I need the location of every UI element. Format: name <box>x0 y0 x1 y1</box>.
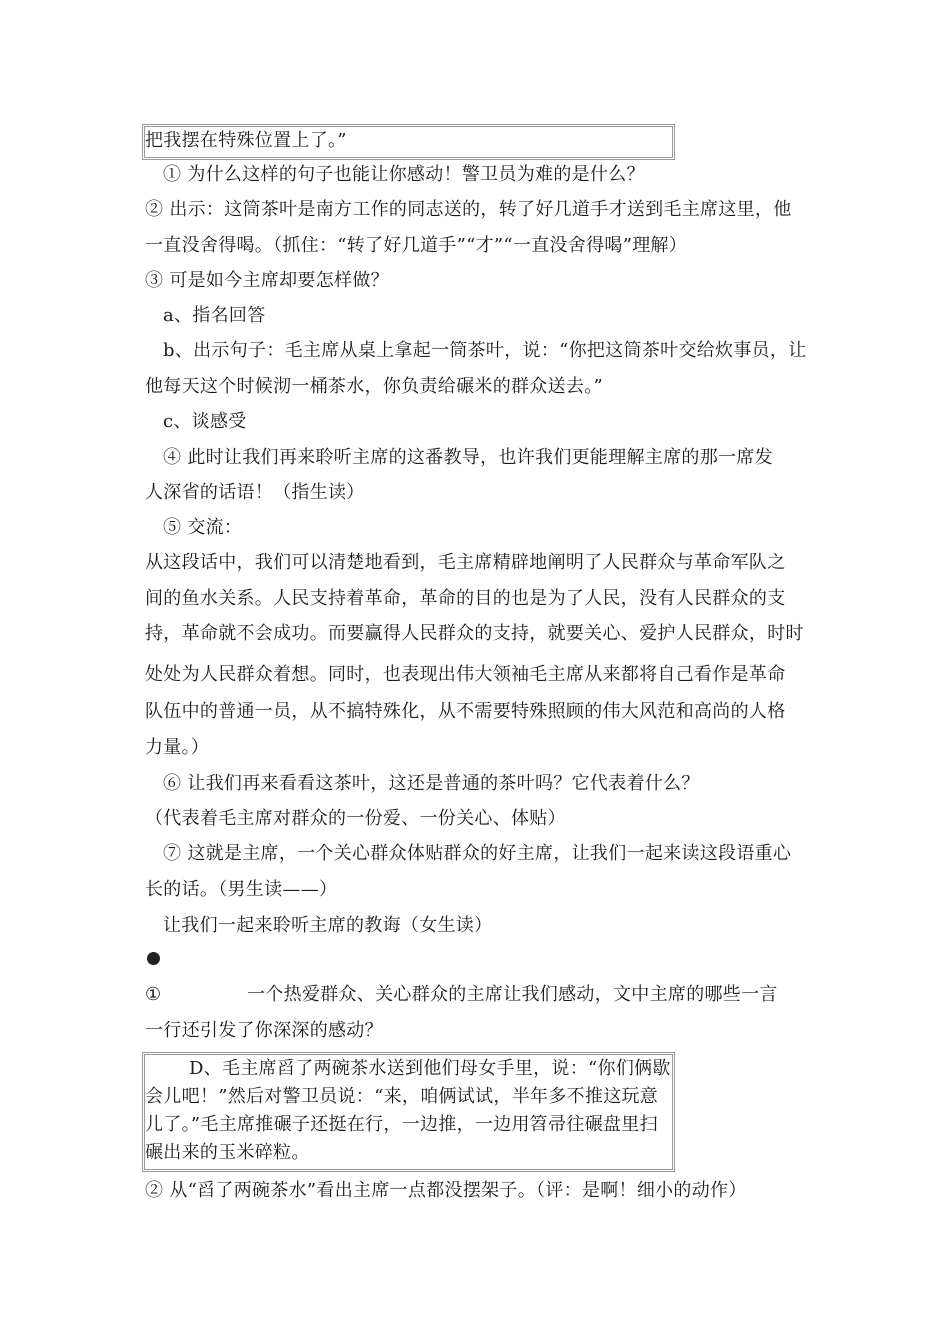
question-6: ⑥ 让我们再来看看这茶叶，这还是普通的茶叶吗？它代表着什么？ <box>163 773 700 794</box>
bullet-icon <box>147 952 160 965</box>
quote-line-1: D、毛主席舀了两碗茶水送到他们母女手里，说：“你们俩歇 <box>189 1058 671 1079</box>
paragraph-line-5: 队伍中的普通一员，从不搞特殊化，从不需要特殊照顾的伟大风范和高尚的人格 <box>145 701 786 722</box>
step-a: a、指名回答 <box>163 305 266 326</box>
question-2-line-1: ② 出示：这筒茶叶是南方工作的同志送的，转了好几道手才送到毛主席这里，他 <box>145 199 792 220</box>
quote-line-3: 儿了。”毛主席推碾子还挺在行，一边推，一边用笤帚往碾盘里扫 <box>145 1114 658 1135</box>
question-7-line-1: ⑦ 这就是主席，一个关心群众体贴群众的好主席，让我们一起来读这段语重心 <box>163 843 792 864</box>
step-b-line-2: 他每天这个时候沏一桶茶水，你负责给碾米的群众送去。” <box>145 376 603 397</box>
quote-text: 把我摆在特殊位置上了。” <box>145 130 347 151</box>
comment-line: ② 从“舀了两碗茶水”看出主席一点都没摆架子。（评：是啊！细小的动作） <box>145 1180 747 1201</box>
paragraph-line-1: 从这段话中，我们可以清楚地看到，毛主席精辟地阐明了人民群众与革命军队之 <box>145 552 786 573</box>
step-c: c、谈感受 <box>163 411 247 432</box>
quote-line-4: 碾出来的玉米碎粒。 <box>145 1142 310 1163</box>
question-4-line-1: ④ 此时让我们再来聆听主席的这番教导，也许我们更能理解主席的那一席发 <box>163 447 773 468</box>
question-4-line-2: 人深省的话语！（指生读） <box>145 482 365 503</box>
paragraph-line-2: 间的鱼水关系。人民支持着革命，革命的目的也是为了人民，没有人民群众的支 <box>145 588 786 609</box>
section-1-number: ① <box>145 984 162 1005</box>
quote-box-top <box>142 124 675 160</box>
paragraph-line-3: 持，革命就不会成功。而要赢得人民群众的支持，就要关心、爱护人民群众，时时 <box>145 623 804 644</box>
question-1: ① 为什么这样的句子也能让你感动！警卫员为难的是什么？ <box>163 164 645 185</box>
quote-line-2: 会儿吧！”然后对警卫员说：“来，咱俩试试，半年多不推这玩意 <box>145 1086 659 1107</box>
section-1-line-1: 一个热爱群众、关心群众的主席让我们感动，文中主席的哪些一言 <box>247 984 778 1005</box>
step-b-line-1: b、出示句子：毛主席从桌上拿起一筒茶叶，说：“你把这筒茶叶交给炊事员，让 <box>163 340 807 361</box>
question-7-line-3: 让我们一起来聆听主席的教诲（女生读） <box>163 915 493 936</box>
section-1-line-2: 一行还引发了你深深的感动？ <box>145 1020 383 1041</box>
paragraph-line-4: 处处为人民群众着想。同时，也表现出伟大领袖毛主席从来都将自己看作是革命 <box>145 664 786 685</box>
question-5: ⑤ 交流： <box>163 517 243 538</box>
question-7-line-2: 长的话。（男生读——） <box>145 879 338 900</box>
quote-box-bottom <box>142 1052 675 1172</box>
question-6-answer: （代表着毛主席对群众的一份爱、一份关心、体贴） <box>145 808 566 829</box>
question-3: ③ 可是如今主席却要怎样做？ <box>145 270 389 291</box>
paragraph-line-6: 力量。） <box>145 737 210 758</box>
question-2-line-2: 一直没舍得喝。（抓住：“转了好几道手”“才”“一直没舍得喝”理解） <box>145 235 688 256</box>
